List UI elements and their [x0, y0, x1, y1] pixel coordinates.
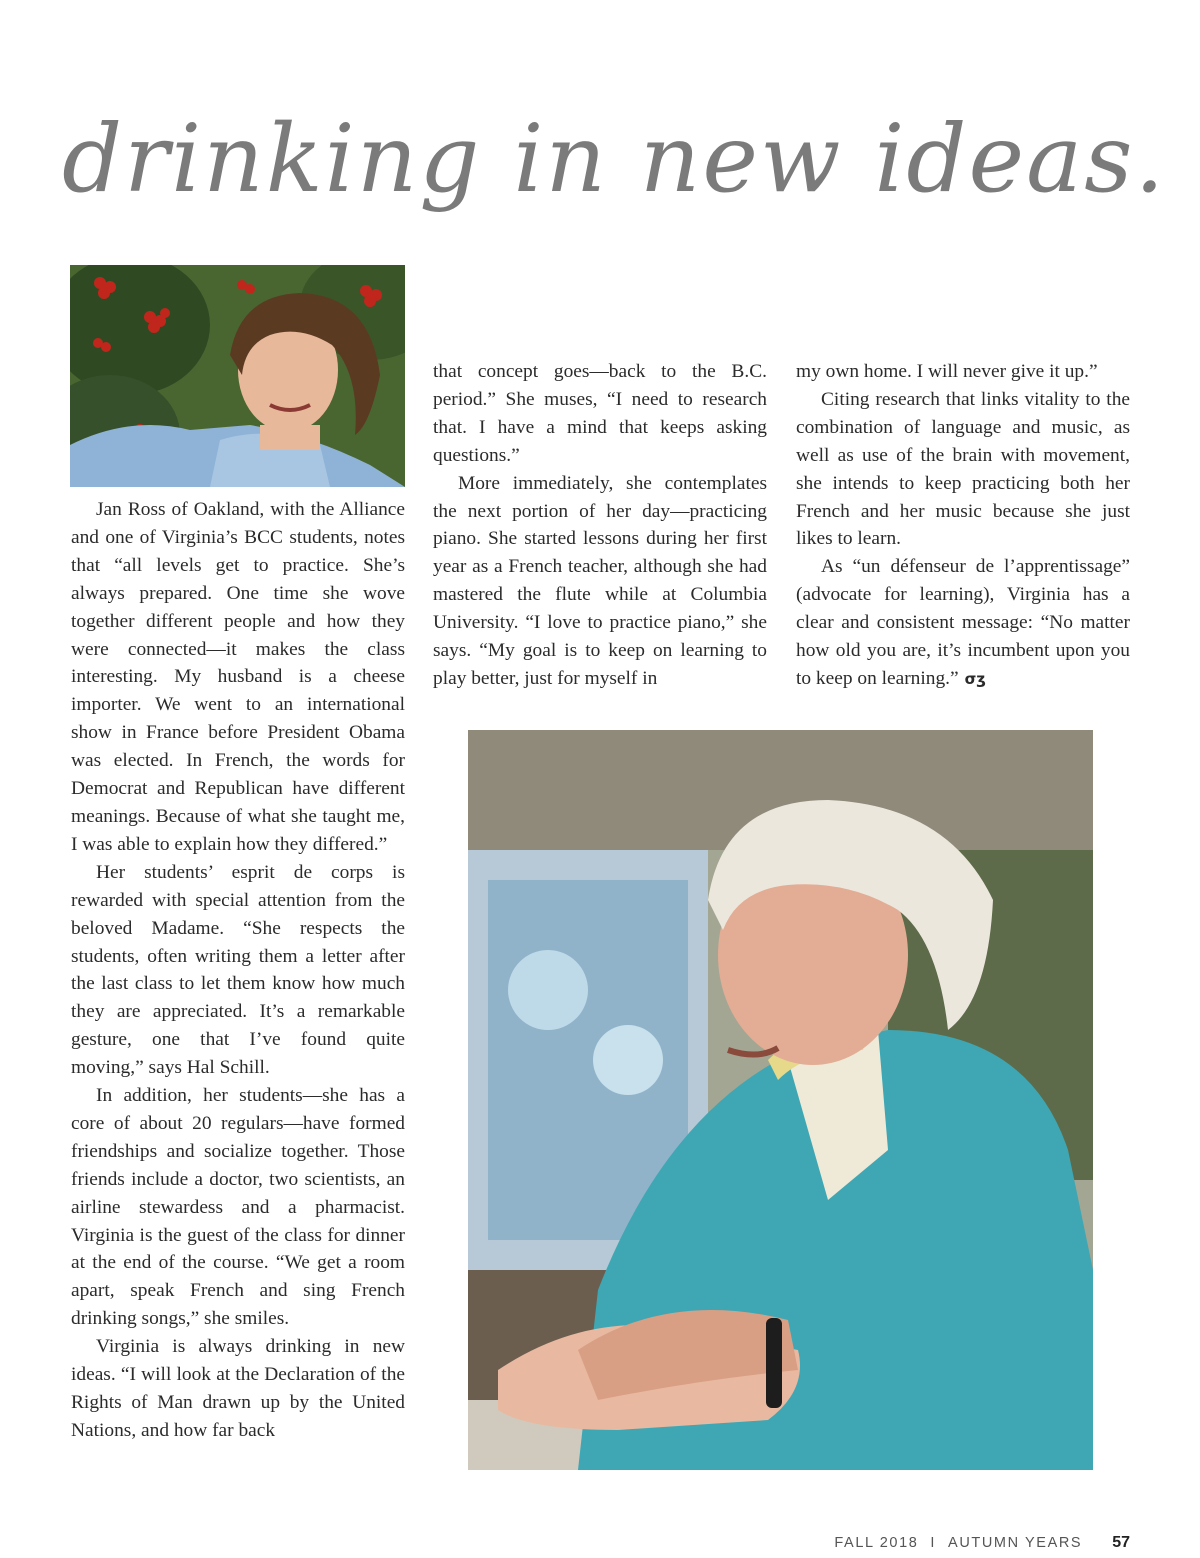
paragraph: Virginia is always drinking in new ideas. “I will look at the Declaration of the Rights of Man drawn up by the United Nations, and how far back	[71, 1336, 405, 1441]
paragraph	[796, 553, 1130, 694]
paragraph-text: As “un défenseur de l’apprentissage” (advocate for learning), Virginia has a clear and consistent message: “No matter how old you are, it’s incumbent upon you to keep on learning.”	[796, 556, 1130, 689]
page-number: 57	[1112, 1534, 1130, 1551]
paragraph: Her students’ esprit de corps is rewarded with special attention from the beloved Madame. “She respects the students, often writing them a letter after the last class to let them know how much they are appreciated. It’s a remarkable gesture, one that I’ve found quite moving,” says Hal Schill.	[71, 861, 405, 1079]
paragraph: that concept goes—back to the B.C. period.” She muses, “I need to research that. I have a mind that keeps asking questions.”	[433, 361, 767, 466]
footer-publication: AUTUMN YEARS	[948, 1535, 1083, 1551]
article-column-2	[433, 358, 767, 693]
page-headline: drinking in new ideas.	[62, 105, 1167, 214]
footer-separator: I	[930, 1535, 937, 1551]
paragraph: Citing research that links vitality to the combination of language and music, as well as use of the brain with movement, she intends to keep practicing both her French and her music because she just likes to learn.	[796, 388, 1130, 550]
page-footer	[834, 1534, 1130, 1556]
article-column-3	[796, 358, 1130, 694]
virginia-today-photo	[468, 730, 1093, 1470]
paragraph: Jan Ross of Oakland, with the Alliance and one of Virginia’s BCC students, notes that “all levels get to practice. She’s always prepared. One time she wove together different people and how they were connected—it makes the class interesting. My husband is a cheese importer. We went to an international show in France before President Obama was elected. In French, the words for Democrat and Republican have different meanings. Because of what she taught me, I was able to explain how they differed.”	[71, 499, 405, 855]
end-mark-icon: σʒ	[964, 669, 986, 688]
young-virginia-photo	[70, 265, 405, 487]
paragraph: In addition, her students—she has a core of about 20 regulars—have formed friendships and socialize together. Those friends include a doctor, two scientists, an airline stewardess and a pharmacist. Virginia is the guest of the class for dinner at the end of the course. “We get a room apart, speak French and sing French drinking songs,” she smiles.	[71, 1085, 405, 1330]
article-column-1	[71, 496, 405, 1445]
paragraph: More immediately, she contemplates the next portion of her day—practicing piano. She started lessons during her first year as a French teacher, although she had mastered the flute while at Columbia University. “I love to practice piano,” she says. “My goal is to keep on learning to play better, just for myself in	[433, 472, 767, 689]
footer-issue: FALL 2018	[834, 1535, 919, 1551]
paragraph: my own home. I will never give it up.”	[796, 361, 1098, 382]
